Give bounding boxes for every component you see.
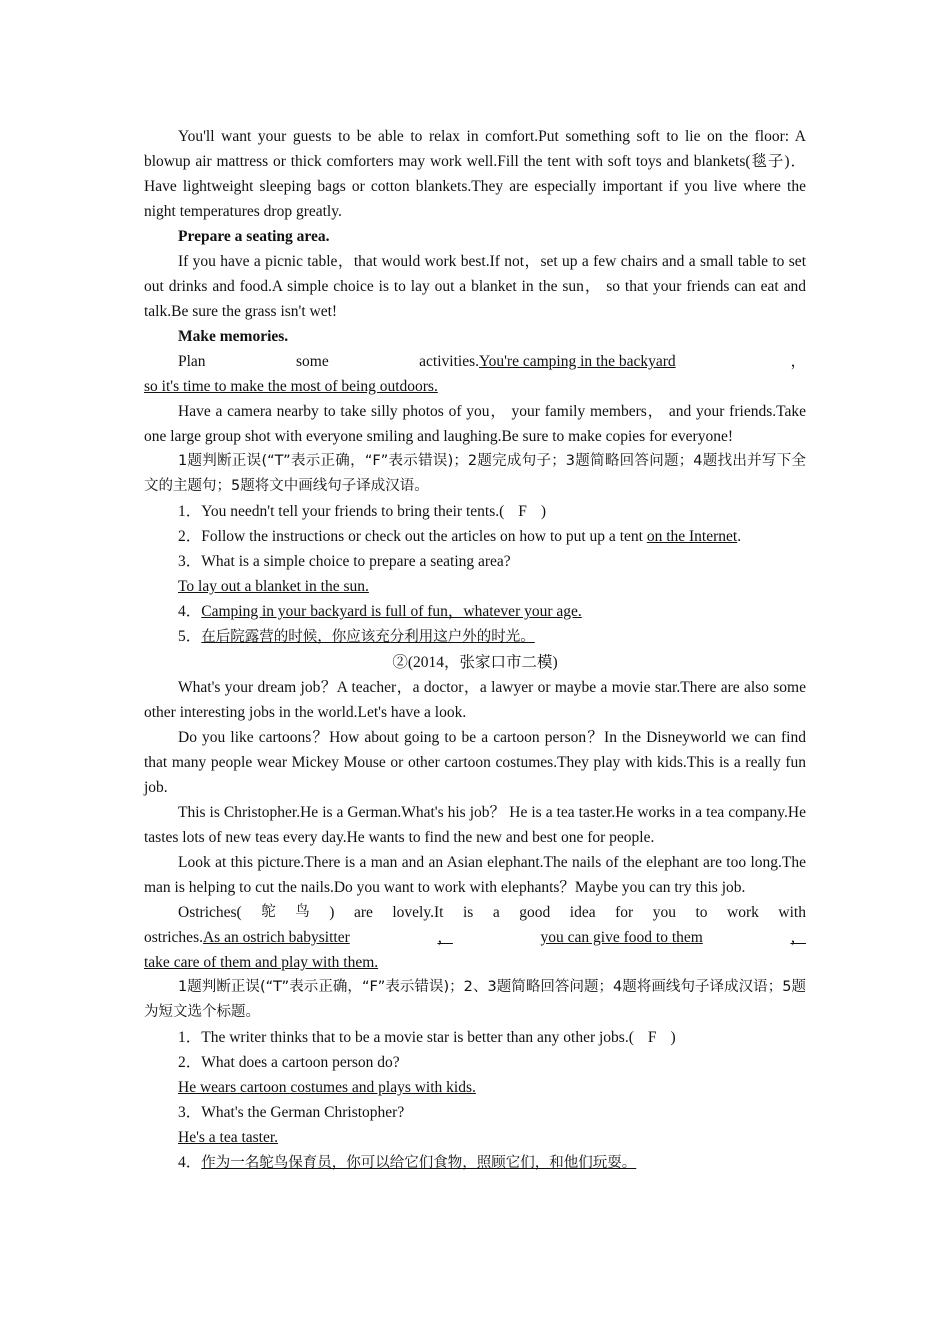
ostrich-underlined-2: you can give food to them [540, 929, 703, 946]
question-number: 1． [178, 503, 202, 520]
question-number: 2． [178, 528, 202, 545]
answer-2-3: He's a tea taster. [178, 1129, 279, 1146]
paragraph-plan [144, 349, 806, 399]
paragraph-seating: If you have a picnic table，that would work best.If not，set up a few chairs and a small table to set out drinks and food.A simple choice is to lay out a blanket in the sun， so that your friends can eat and talk.Be sure the grass isn't wet! [144, 253, 806, 320]
question-text: What is a simple choice to prepare a seating area? [201, 553, 511, 570]
plan-underlined-1-text: You're camping in the backyard [478, 353, 676, 370]
question-text: What does a cartoon person do? [201, 1054, 400, 1071]
answer-text: on the Internet [646, 528, 738, 545]
plan-underlined-2: so it's time to make the most of being outdoors. [144, 378, 438, 395]
ostrich-word: for [615, 904, 634, 921]
answer-text: F [647, 1029, 657, 1046]
question-number: 1． [178, 1029, 202, 1046]
paragraph-ostrich [144, 900, 806, 975]
paragraph-cartoon: Do you like cartoons？How about going to be a cartoon person？In the Disneyworld we can find that many people wear Mickey Mouse or other cartoon costumes.They play with kids.This is a really fun job. [144, 729, 806, 796]
plan-word: activities. [419, 353, 479, 370]
paragraph-elephant: Look at this picture.There is a man and an Asian elephant.The nails of the elephant are too long.The man is helping to cut the nails.Do you want to work with elephants？Maybe you can try this job. [144, 854, 806, 896]
question-1-2 [144, 524, 806, 549]
ostrich-word: idea [569, 904, 596, 921]
ostrich-lead: ostriches. [144, 929, 203, 946]
ostrich-comma: ， [437, 929, 453, 946]
ostrich-word: work [727, 904, 759, 921]
ostrich-word: ) [329, 904, 335, 921]
question-number: 5． [178, 628, 202, 645]
ostrich-word: Ostriches( [178, 904, 242, 921]
ostrich-underlined-3: take care of them and play with them. [144, 954, 379, 971]
passage-2-header: ②(2014，张家口市二模) [392, 654, 558, 671]
plan-underlined-1 [479, 349, 806, 374]
answer-text: Camping in your backyard is full of fun，whatever your age. [201, 603, 582, 620]
question-text: What's the German Christopher? [201, 1104, 405, 1121]
question-1-4 [144, 599, 806, 624]
question-2-1 [144, 1025, 806, 1050]
ostrich-word: good [519, 904, 551, 921]
ostrich-second-line [144, 925, 806, 950]
question-text: The writer thinks that to be a movie star is better than any other jobs.( [201, 1029, 634, 1046]
plan-comma: ， [790, 353, 806, 370]
paragraph-camera: Have a camera nearby to take silly photos of you， your family members， and your friends.Take one large group shot with everyone smiling and laughing.Be sure to make copies for everyone! [144, 403, 806, 445]
ostrich-word: you [652, 904, 676, 921]
ostrich-word: with [778, 904, 806, 921]
paragraph-dream: What's your dream job？A teacher，a doctor，a lawyer or maybe a movie star.There are also some other interesting jobs in the world.Let's have a look. [144, 679, 806, 721]
question-text: Follow the instructions or check out the articles on how to put up a tent [201, 528, 647, 545]
answer-text: F [518, 503, 527, 520]
question-number: 4． [178, 603, 202, 620]
document-page [144, 124, 806, 1176]
answer-1-3: To lay out a blanket in the sun. [178, 578, 369, 595]
paragraph-tea: This is Christopher.He is a German.What's his job？ He is a tea taster.He works in a tea company.He tastes lots of new teas every day.He wants to find the new and best one for people. [144, 804, 806, 846]
heading-memories: Make memories. [178, 328, 289, 345]
ostrich-word: to [695, 904, 708, 921]
answer-text: 在后院露营的时候，你应该充分利用这户外的时光。 [201, 629, 535, 645]
ostrich-word: 鸟 [295, 904, 310, 920]
ostrich-word: is [462, 904, 474, 921]
ostrich-underlined-1: As an ostrich babysitter [202, 929, 350, 946]
plan-tail [419, 349, 806, 374]
ostrich-comma: ， [790, 929, 806, 946]
question-1-5 [144, 624, 806, 650]
answer-2-2: He wears cartoon costumes and plays with kids. [178, 1079, 476, 1096]
ostrich-underlined-line [203, 925, 806, 950]
question-close: ) [540, 503, 547, 520]
heading-seating: Prepare a seating area. [178, 228, 330, 245]
ostrich-word: lovely.It [392, 904, 444, 921]
ostrich-word: a [492, 904, 500, 921]
ostrich-word: 鸵 [261, 904, 276, 920]
question-1-1 [144, 499, 806, 524]
question-number: 2． [178, 1054, 202, 1071]
answer-text: 作为一名鸵鸟保育员，你可以给它们食物，照顾它们，和他们玩耍。 [201, 1155, 637, 1171]
question-2-3 [144, 1100, 806, 1125]
paragraph-comfort: You'll want your guests to be able to relax in comfort.Put something soft to lie on the floor: A blowup air mattress or thick comforters may work well.Fill the tent with soft toys and blankets(毯子)．Have lightweight sleeping bags or cotton blankets.They are especially important if you live where the night temperatures drop greatly. [144, 128, 806, 220]
question-2-4 [144, 1150, 806, 1176]
instructions-1: 1题判断正误(“T”表示正确，“F”表示错误)；2题完成句子；3题简略回答问题；4题找出并写下全文的主题句；5题将文中画线句子译成汉语。 [144, 453, 806, 494]
plan-word: Plan [178, 353, 206, 370]
question-number: 3． [178, 1104, 202, 1121]
question-number: 4． [178, 1154, 202, 1171]
question-2-2 [144, 1050, 806, 1075]
question-1-3 [144, 549, 806, 574]
plan-word: some [296, 353, 329, 370]
instructions-2: 1题判断正误(“T”表示正确，“F”表示错误)；2、3题简略回答问题；4题将画线句子译成汉语；5题为短文选个标题。 [144, 979, 806, 1020]
question-end: . [737, 528, 742, 545]
question-text: You needn't tell your friends to bring their tents.( [201, 503, 505, 520]
question-close: ) [670, 1029, 676, 1046]
question-number: 3． [178, 553, 202, 570]
ostrich-word: are [353, 904, 373, 921]
ostrich-first-line [144, 900, 806, 925]
